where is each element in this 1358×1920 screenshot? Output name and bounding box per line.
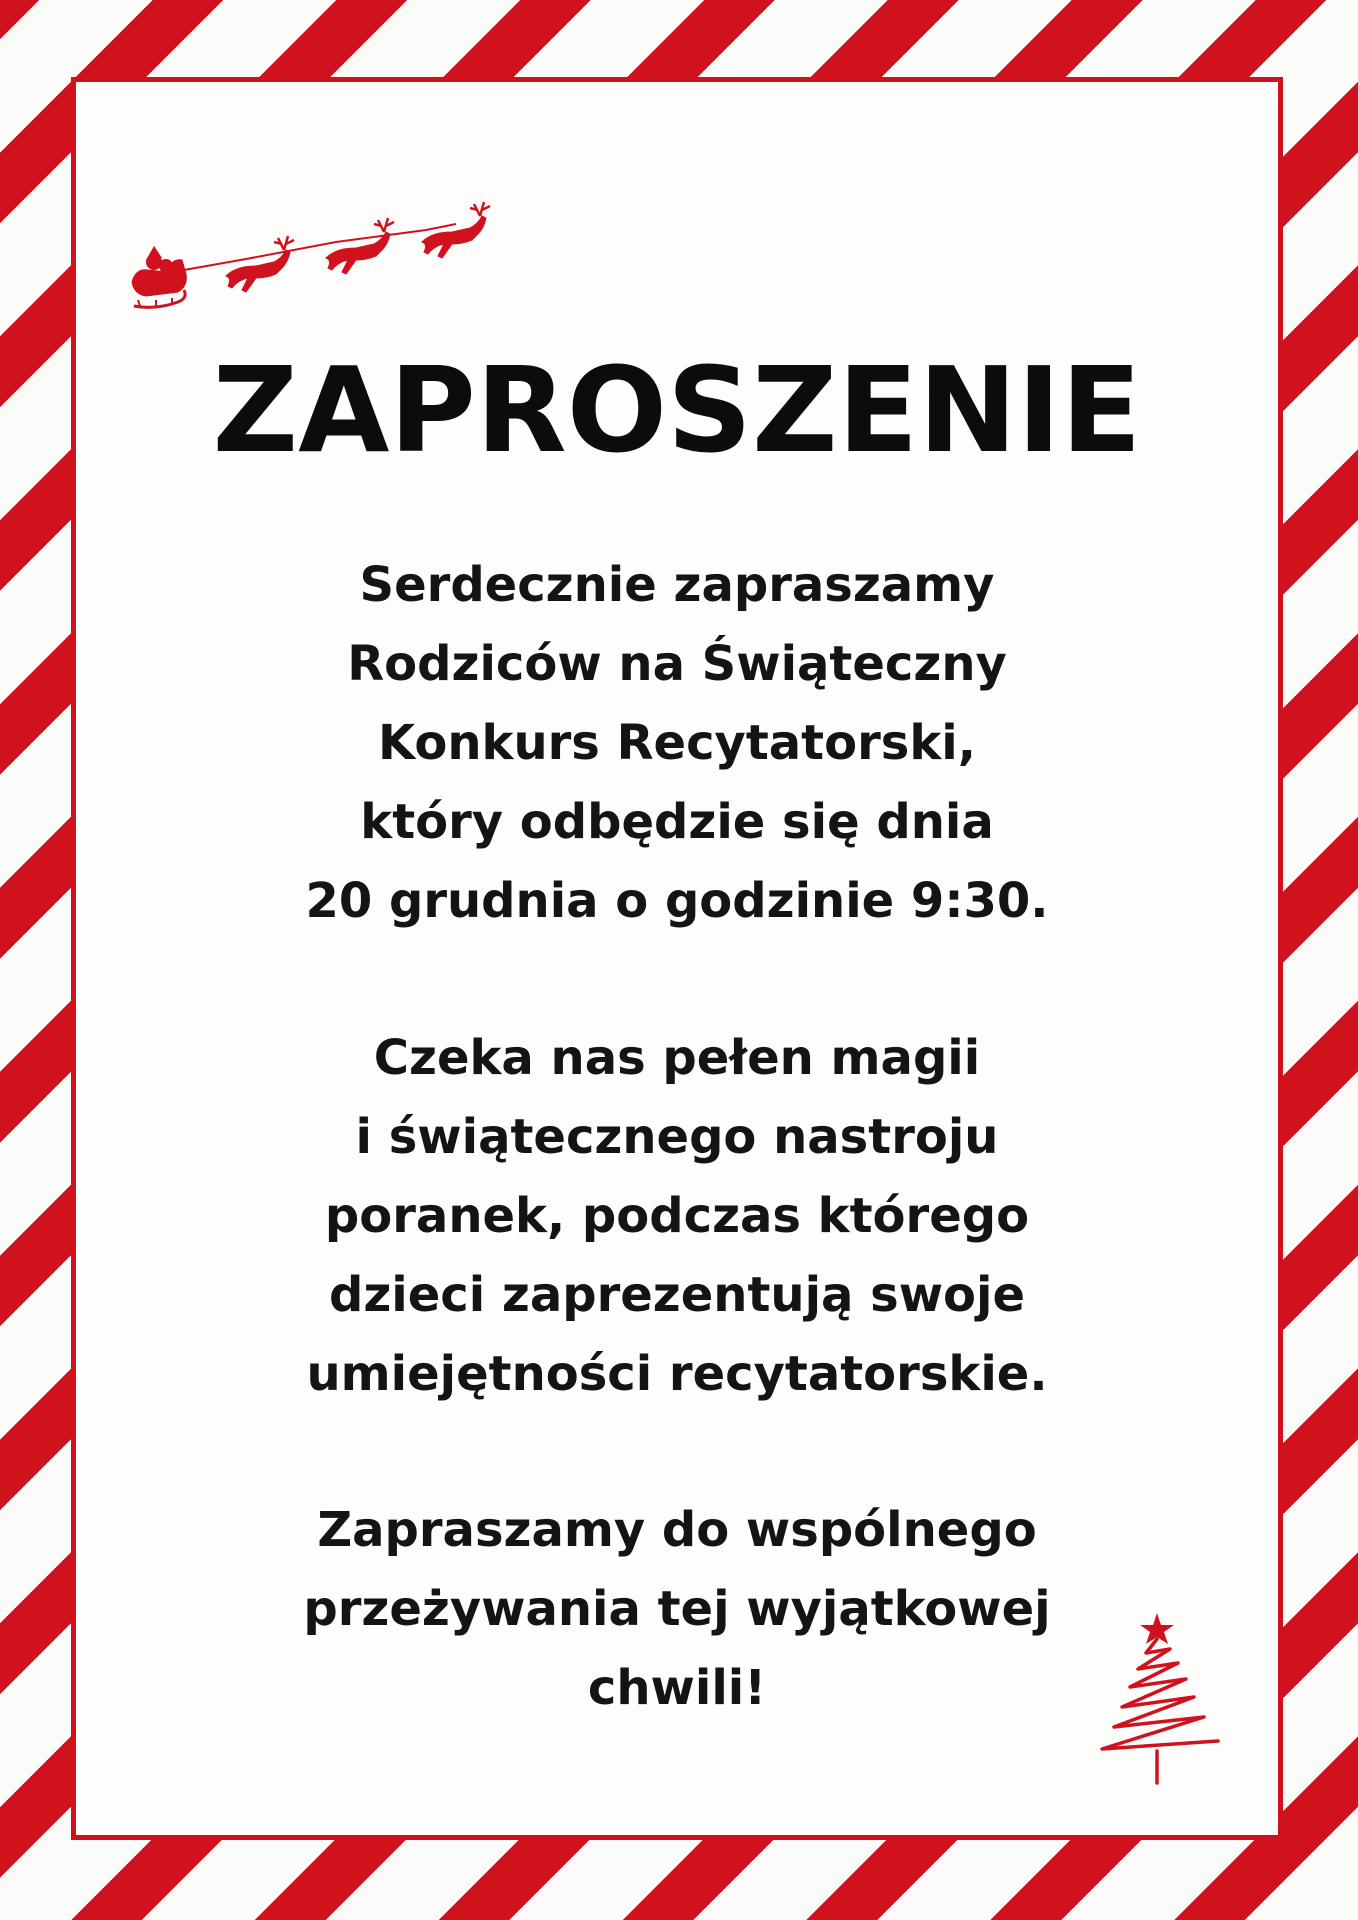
paragraph-line: przeżywania tej wyjątkowej — [303, 1581, 1051, 1637]
paragraph-line: chwili! — [587, 1660, 767, 1716]
santa-sleigh-icon — [126, 174, 518, 326]
page-title: ZAPROSZENIE — [212, 341, 1142, 479]
paragraph-line: Serdecznie zapraszamy — [359, 557, 995, 613]
paragraph-line: i świątecznego nastroju — [355, 1109, 999, 1165]
invitation-paragraph-1 — [71, 546, 1283, 941]
paragraph-line: Konkurs Recytatorski, — [378, 715, 976, 771]
paragraph-line: dzieci zaprezentują swoje — [328, 1267, 1026, 1323]
invitation-paragraph-2 — [71, 1019, 1283, 1414]
paragraph-line: który odbędzie się dnia — [360, 794, 994, 850]
paragraph-line: umiejętności recytatorskie. — [306, 1346, 1048, 1402]
paragraph-line: Zapraszamy do wspólnego — [317, 1502, 1037, 1558]
paragraph-line: 20 grudnia o godzinie 9:30. — [305, 873, 1049, 929]
paragraph-line: Czeka nas pełen magii — [373, 1030, 981, 1086]
christmas-tree-icon — [1088, 1611, 1226, 1789]
paragraph-line: Rodziców na Świąteczny — [347, 636, 1007, 692]
paragraph-line: poranek, podczas którego — [324, 1188, 1030, 1244]
